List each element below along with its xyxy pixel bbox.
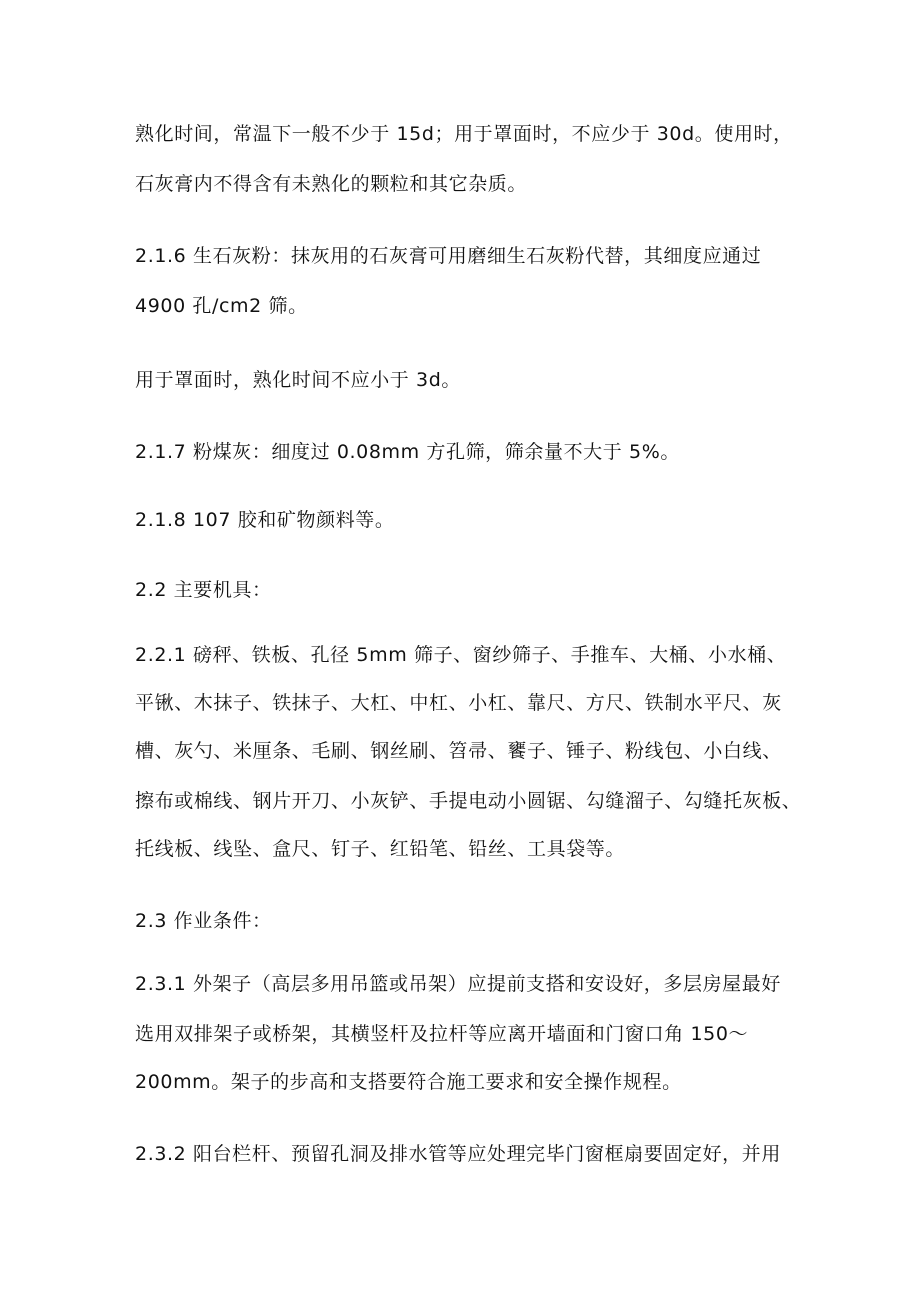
paragraph-2-line-1: 2.1.6 生石灰粉：抹灰用的石灰膏可用磨细生石灰粉代替，其细度应通过 xyxy=(135,245,762,267)
paragraph-5-line-1: 2.1.8 107 胶和矿物颜料等。 xyxy=(135,509,395,531)
paragraph-4-line-1: 2.1.7 粉煤灰：细度过 0.08mm 方孔筛，筛余量不大于 5%。 xyxy=(135,441,680,463)
paragraph-1-line-1: 熟化时间，常温下一般不少于 15d；用于罩面时，不应少于 30d。使用时， xyxy=(135,123,793,145)
paragraph-9-line-2: 选用双排架子或桥架，其横竖杆及拉杆等应离开墙面和门窗口角 150～ xyxy=(135,1023,749,1045)
paragraph-7-line-4: 擦布或棉线、钢片开刀、小灰铲、手提电动小圆锯、勾缝溜子、勾缝托灰板、 xyxy=(135,790,802,812)
paragraph-10-line-1: 2.3.2 阳台栏杆、预留孔洞及排水管等应处理完毕门窗框扇要固定好，并用 xyxy=(135,1143,781,1165)
paragraph-7-line-5: 托线板、线坠、盒尺、钉子、红铅笔、铅丝、工具袋等。 xyxy=(135,838,626,860)
paragraph-7-line-2: 平锹、木抹子、铁抹子、大杠、中杠、小杠、靠尺、方尺、铁制水平尺、灰 xyxy=(135,692,782,714)
section-heading-2-3: 2.3 作业条件： xyxy=(135,910,272,932)
paragraph-9-line-3: 200mm。架子的步高和支搭要符合施工要求和安全操作规程。 xyxy=(135,1071,682,1093)
paragraph-9-line-1: 2.3.1 外架子（高层多用吊篮或吊架）应提前支搭和安设好，多层房屋最好 xyxy=(135,973,781,995)
paragraph-7-line-3: 槽、灰勺、米厘条、毛刷、钢丝刷、笤帚、饔子、锤子、粉线包、小白线、 xyxy=(135,740,782,762)
paragraph-2-line-2: 4900 孔/cm2 筛。 xyxy=(135,295,308,317)
paragraph-7-line-1: 2.2.1 磅秤、铁板、孔径 5mm 筛子、窗纱筛子、手推车、大桶、小水桶、 xyxy=(135,644,787,666)
paragraph-1-line-2: 石灰膏内不得含有未熟化的颗粒和其它杂质。 xyxy=(135,173,528,195)
section-heading-2-2: 2.2 主要机具： xyxy=(135,579,272,601)
paragraph-3-line-1: 用于罩面时，熟化时间不应小于 3d。 xyxy=(135,369,461,391)
